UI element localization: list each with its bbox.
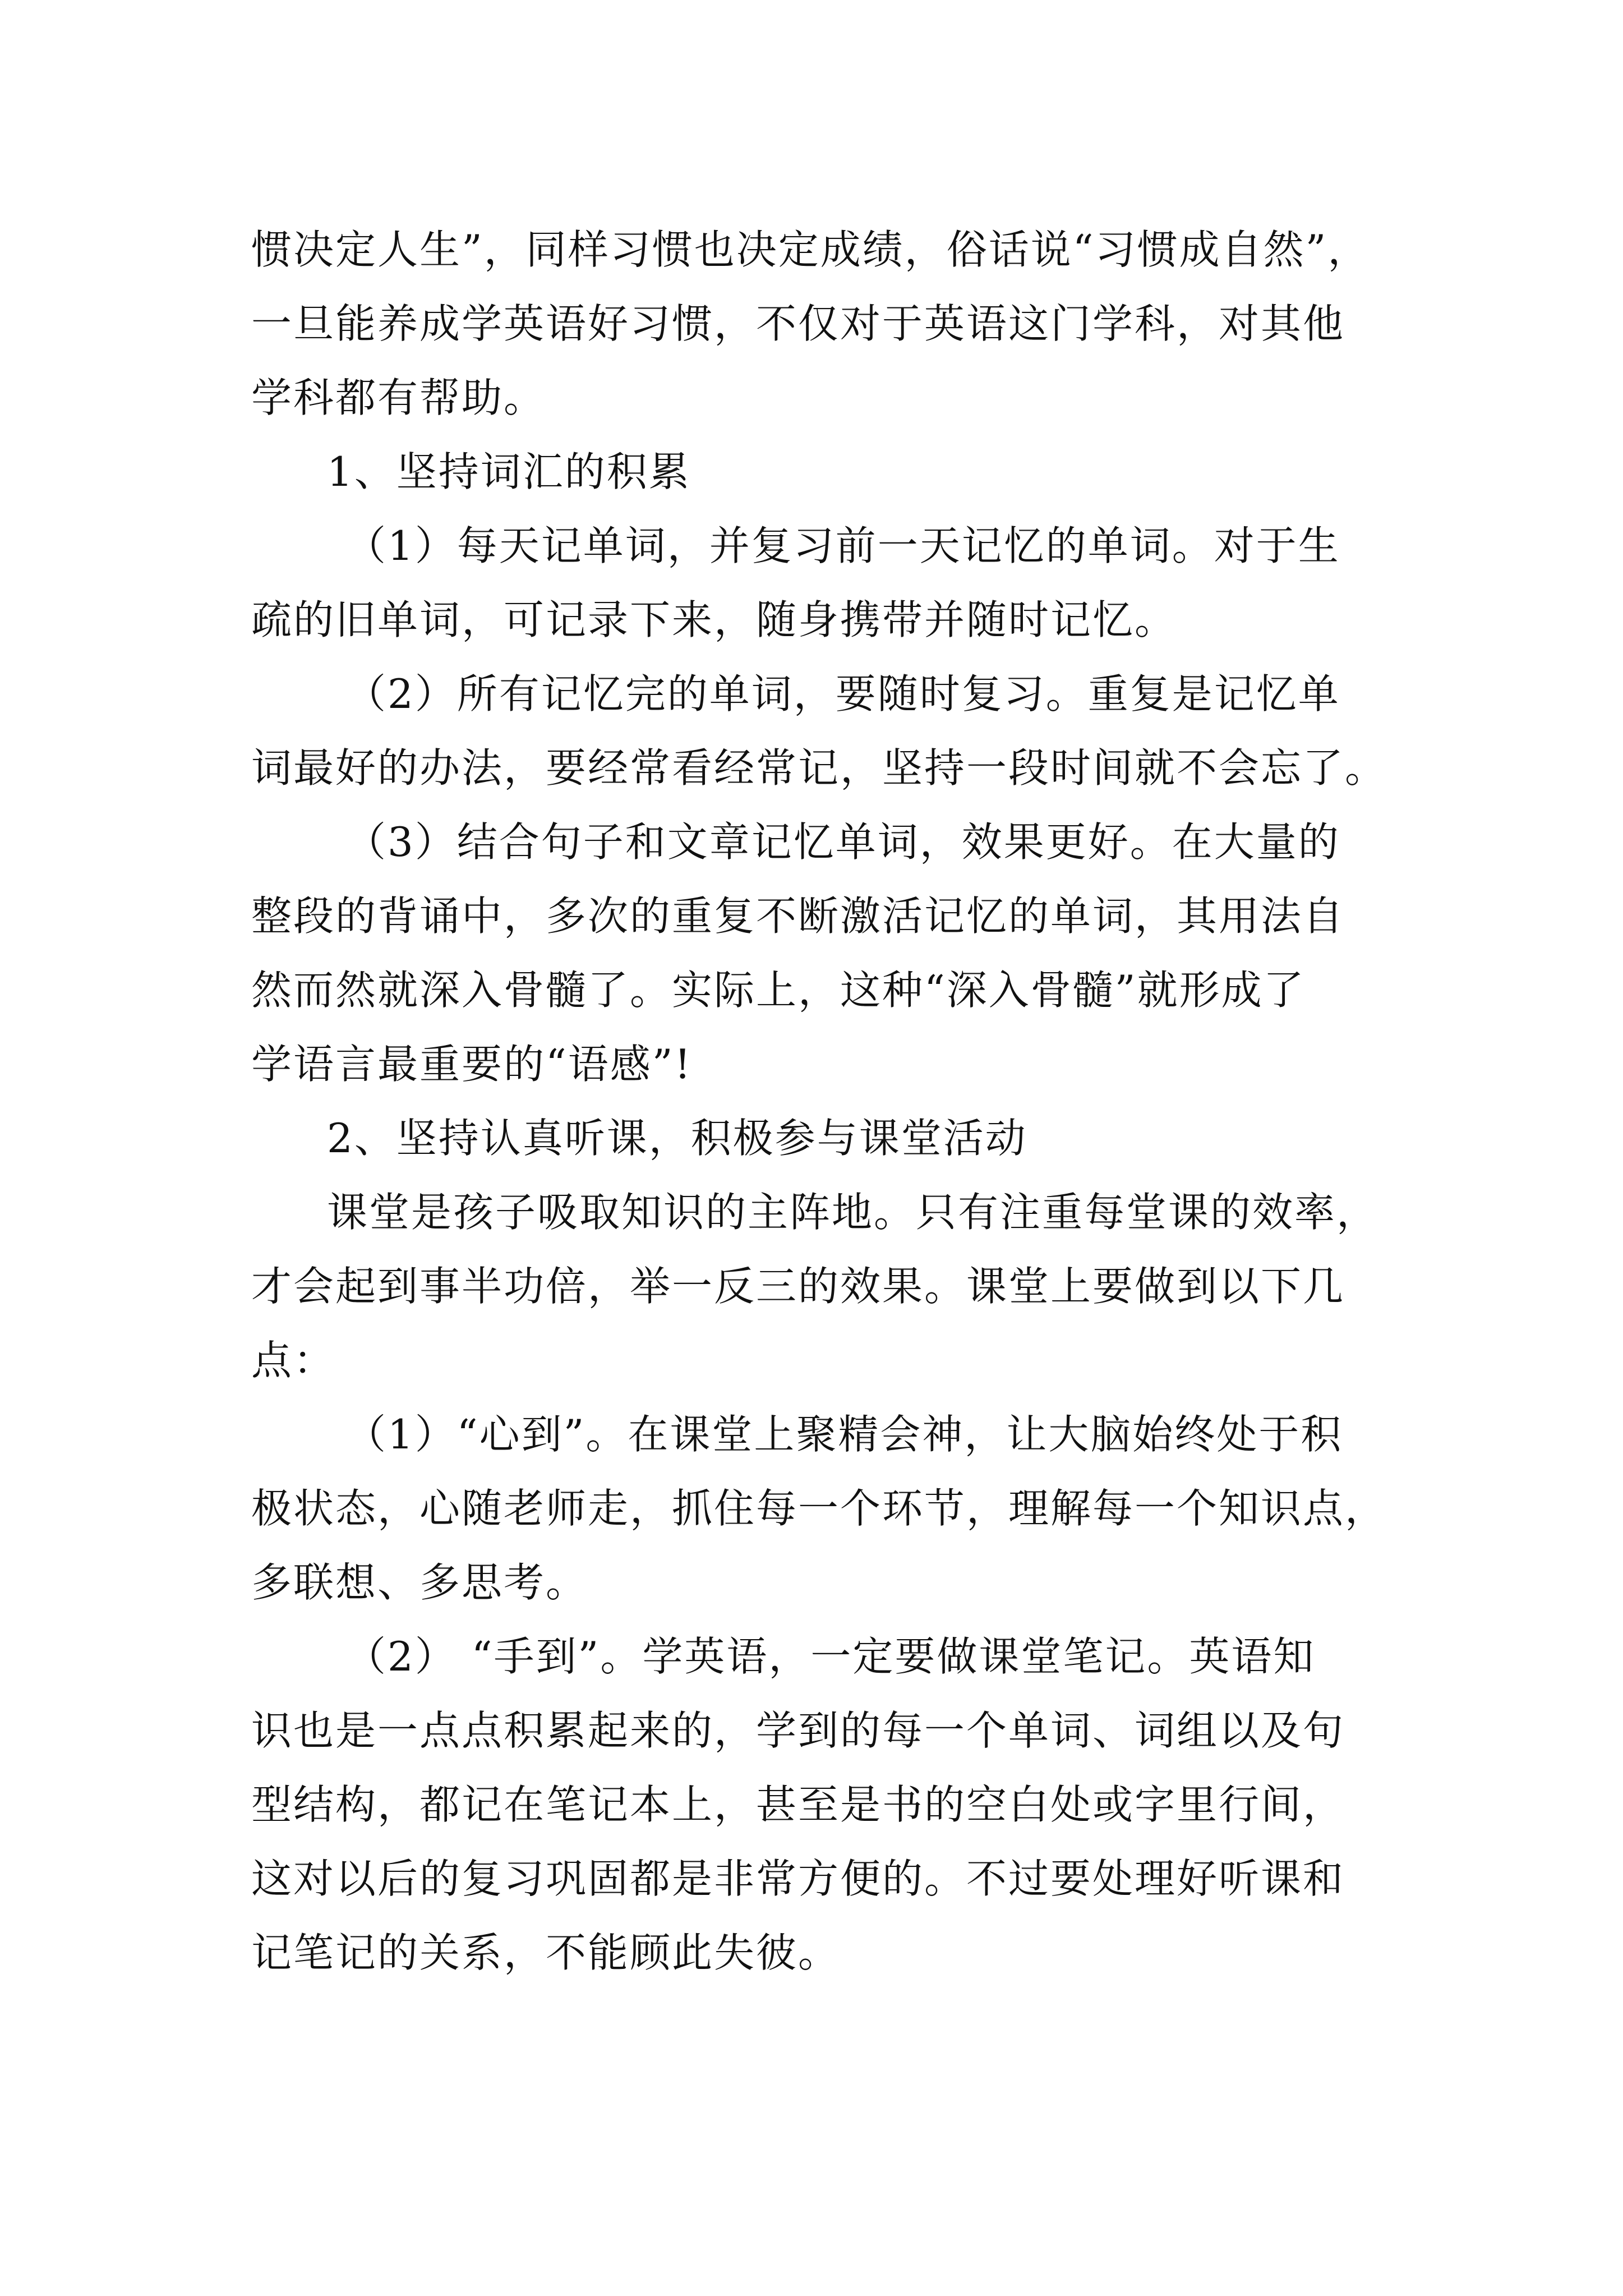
paragraph-line: 然而然就深入骨髓了。实际上，这种“深入骨髓”就形成了 <box>251 967 1306 1014</box>
section-heading-1: 1、坚持词汇的积累 <box>327 448 691 495</box>
paragraph-line: 型结构，都记在笔记本上，甚至是书的空白处或字里行间， <box>251 1781 1345 1828</box>
paragraph-line: 点： <box>251 1337 336 1384</box>
list-item-line: （1）“心到”。在课堂上聚精会神，让大脑始终处于积 <box>345 1411 1343 1458</box>
paragraph-line: 才会起到事半功倍，举一反三的效果。课堂上要做到以下几 <box>251 1263 1345 1310</box>
paragraph-line: 这对以后的复习巩固都是非常方便的。不过要处理好听课和 <box>251 1855 1345 1902</box>
paragraph-line: 词最好的办法，要经常看经常记，坚持一段时间就不会忘了。 <box>251 744 1387 792</box>
list-item-line: （2）所有记忆完的单词，要随时复习。重复是记忆单 <box>345 670 1340 717</box>
paragraph-line: 识也是一点点积累起来的，学到的每一个单词、词组以及句 <box>251 1707 1345 1754</box>
paragraph-line: 惯决定人生”，同样习惯也决定成绩，俗话说“习惯成自然”， <box>251 226 1370 273</box>
paragraph-line: 疏的旧单词，可记录下来，随身携带并随时记忆。 <box>251 596 1177 643</box>
paragraph-line: 极状态，心随老师走，抓住每一个环节，理解每一个知识点， <box>251 1485 1387 1532</box>
paragraph-line: 学科都有帮助。 <box>251 374 546 421</box>
document-body <box>251 0 1395 2296</box>
paragraph-line: 记笔记的关系，不能顾此失彼。 <box>251 1929 841 1976</box>
list-item-line: （1）每天记单词，并复习前一天记忆的单词。对于生 <box>345 522 1340 569</box>
paragraph-line: 整段的背诵中，多次的重复不断激活记忆的单词，其用法自 <box>251 892 1345 940</box>
list-item-line: （3）结合句子和文章记忆单词，效果更好。在大量的 <box>345 818 1340 866</box>
paragraph-line: 学语言最重要的“语感”! <box>251 1041 693 1088</box>
section-heading-2: 2、坚持认真听课，积极参与课堂活动 <box>327 1115 1027 1162</box>
paragraph-line: 课堂是孩子吸取知识的主阵地。只有注重每堂课的效率， <box>327 1189 1379 1236</box>
paragraph-line: 多联想、多思考。 <box>251 1559 588 1606</box>
list-item-line: （2） “手到”。学英语，一定要做课堂笔记。英语知 <box>345 1633 1316 1680</box>
paragraph-line: 一旦能养成学英语好习惯，不仅对于英语这门学科，对其他 <box>251 300 1345 347</box>
